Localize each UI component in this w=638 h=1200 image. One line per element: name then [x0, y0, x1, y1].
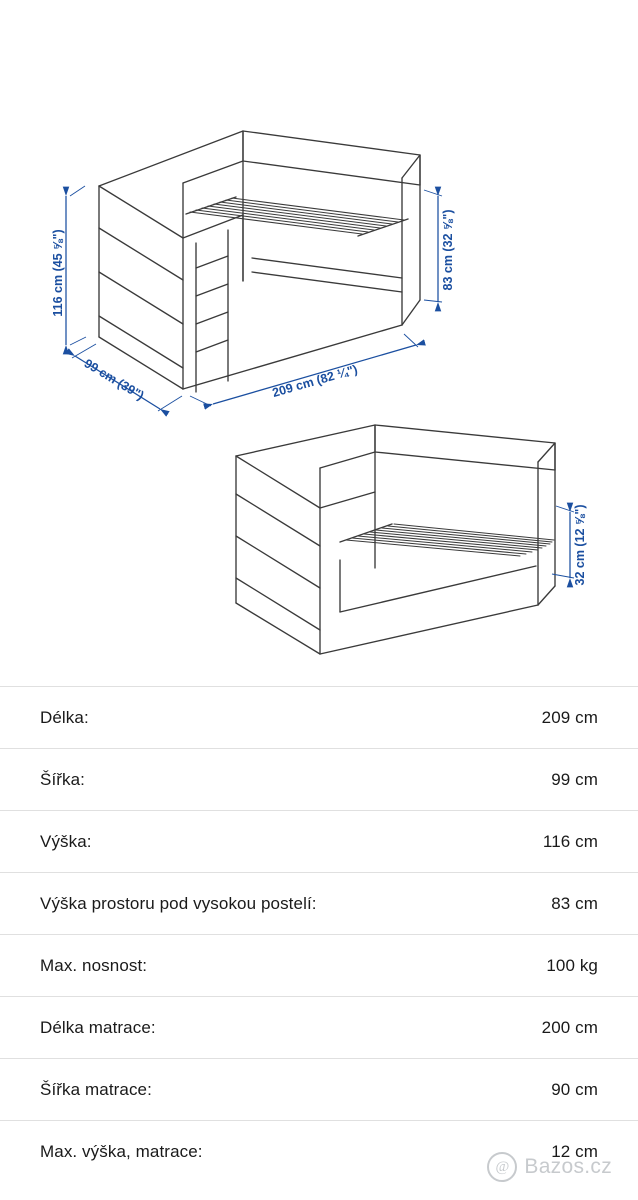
specifications-table [0, 686, 638, 1182]
spec-value: 83 cm [551, 893, 598, 913]
spec-value: 200 cm [541, 1017, 598, 1037]
loft-bed-perspective-drawing [99, 131, 420, 392]
low-bed-perspective-drawing [236, 425, 555, 654]
table-row [0, 1058, 638, 1120]
dim-label-base-height: 32 cm (12 ⅝") [573, 504, 587, 586]
table-row [0, 872, 638, 934]
spec-label: Max. výška, matrace: [40, 1141, 203, 1161]
dim-label-height: 116 cm (45 ⅝") [51, 229, 65, 317]
dim-label-length: 209 cm (82 ¼") [270, 362, 360, 401]
table-row [0, 686, 638, 748]
spec-value: 209 cm [541, 707, 598, 727]
watermark [487, 1152, 612, 1182]
table-row [0, 748, 638, 810]
spec-value: 90 cm [551, 1079, 598, 1099]
dim-label-under-height: 83 cm (32 ⅝") [441, 209, 455, 291]
table-row [0, 996, 638, 1058]
spec-label: Délka: [40, 707, 89, 727]
spec-label: Šířka matrace: [40, 1079, 152, 1099]
spec-label: Šířka: [40, 769, 86, 789]
table-row [0, 934, 638, 996]
spec-value: 99 cm [551, 769, 598, 789]
table-row [0, 810, 638, 872]
spec-label: Výška prostoru pod vysokou postelí: [40, 893, 317, 913]
dim-label-width: 99 cm (39") [81, 356, 147, 403]
spec-label: Výška: [40, 831, 92, 851]
spec-label: Max. nosnost: [40, 955, 148, 975]
watermark-text: Bazos.cz [524, 1155, 612, 1178]
spec-label: Délka matrace: [40, 1017, 156, 1037]
at-sign-icon: @ [487, 1152, 517, 1182]
spec-value: 100 kg [546, 955, 598, 975]
spec-value: 116 cm [542, 831, 598, 851]
spec-value: 12 cm [551, 1141, 598, 1161]
